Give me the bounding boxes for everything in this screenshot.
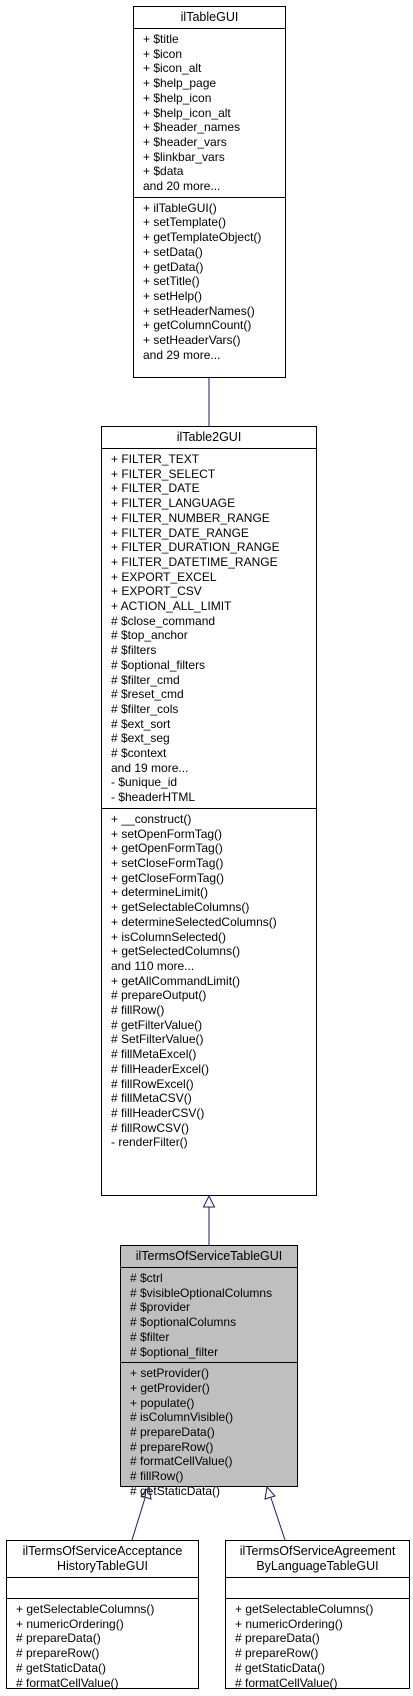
class-member: # fillHeaderExcel() <box>111 1061 210 1076</box>
class-member: + getData() <box>143 259 204 274</box>
class-member: + FILTER_DATETIME_RANGE <box>111 554 278 569</box>
class-member: # fillMetaCSV() <box>111 1091 192 1106</box>
operations-section <box>134 197 285 366</box>
class-member: # prepareOutput() <box>111 988 207 1003</box>
operations-section <box>7 1598 198 1693</box>
operations-section <box>121 1362 297 1501</box>
class-member: and 29 more... <box>143 347 221 362</box>
class-box-agreementbylanguagetablegui[interactable] <box>225 1540 410 1689</box>
edge-acceptance-to-tos <box>132 1498 145 1540</box>
class-member: + determineSelectedColumns() <box>111 914 277 929</box>
class-member: - renderFilter() <box>111 1135 188 1150</box>
class-member: + setCloseFormTag() <box>111 855 224 870</box>
class-member: # getStaticData() <box>235 1660 326 1675</box>
class-member: # $optionalColumns <box>130 1315 237 1330</box>
class-member: + $help_icon_alt <box>143 105 231 120</box>
class-name-line: ilTermsOfServiceAcceptance <box>22 1544 183 1558</box>
class-member: + ilTableGUI() <box>143 200 217 215</box>
attributes-section <box>7 1578 198 1598</box>
class-member: + setOpenFormTag() <box>111 826 223 841</box>
class-member: + FILTER_LANGUAGE <box>111 496 236 511</box>
attributes-section <box>134 29 285 197</box>
class-member: # $filter <box>130 1329 170 1344</box>
class-member: # $context <box>111 746 167 761</box>
class-member: # $ext_seg <box>111 731 170 746</box>
attributes-section <box>226 1578 409 1598</box>
class-member: + getCloseFormTag() <box>111 870 225 885</box>
class-member: + getTemplateObject() <box>143 230 262 245</box>
class-name: ilTableGUI <box>134 7 285 29</box>
class-member: + getColumnCount() <box>143 318 252 333</box>
class-member: # $ext_sort <box>111 716 171 731</box>
class-member: + getAllCommandLimit() <box>111 973 241 988</box>
class-member: + ACTION_ALL_LIMIT <box>111 599 232 614</box>
class-member: and 20 more... <box>143 179 221 194</box>
class-member: # fillRowCSV() <box>111 1120 190 1135</box>
class-member: # prepareRow() <box>235 1646 319 1661</box>
class-member: + populate() <box>130 1395 195 1410</box>
class-member: # $provider <box>130 1300 191 1315</box>
class-member: + $icon <box>143 46 183 61</box>
class-box-acceptancehistorytablegui[interactable] <box>6 1540 199 1689</box>
class-member: + EXPORT_CSV <box>111 584 202 599</box>
class-member: # fillRowExcel() <box>111 1076 194 1091</box>
class-member: + $help_page <box>143 76 217 91</box>
class-member: + FILTER_DATE_RANGE <box>111 525 249 540</box>
class-member: + determineLimit() <box>111 885 209 900</box>
class-member: # formatCellValue() <box>130 1454 233 1469</box>
class-member: # prepareData() <box>130 1425 215 1440</box>
class-member: # $ctrl <box>130 1271 163 1285</box>
class-member: + setHeaderVars() <box>143 333 241 348</box>
class-member: + FILTER_TEXT <box>111 452 200 466</box>
class-member: # prepareRow() <box>16 1646 100 1661</box>
class-box-iltablegui[interactable] <box>133 6 286 378</box>
class-member: # $top_anchor <box>111 628 188 643</box>
class-member: # getFilterValue() <box>111 1017 203 1032</box>
operations-section <box>102 808 316 1153</box>
class-member: and 19 more... <box>111 760 189 775</box>
class-member: + $header_vars <box>143 134 227 149</box>
class-member: + FILTER_DURATION_RANGE <box>111 540 280 555</box>
arrow-head <box>204 1196 215 1207</box>
class-member: + setData() <box>143 244 203 259</box>
class-member: - $unique_id <box>111 775 178 790</box>
class-box-iltable2gui[interactable] <box>101 426 317 1196</box>
operations-section <box>226 1598 409 1693</box>
class-name-line: ilTermsOfServiceAgreement <box>239 1544 396 1558</box>
class-member: + EXPORT_EXCEL <box>111 569 217 584</box>
class-member: + getSelectedColumns() <box>111 944 241 959</box>
attributes-section <box>121 1268 297 1362</box>
class-member: + $header_names <box>143 120 241 135</box>
class-member: # fillRow() <box>111 1003 165 1018</box>
class-member: + numericOrdering() <box>16 1616 124 1631</box>
class-member: + setProvider() <box>130 1366 210 1381</box>
class-member: # $optional_filter <box>130 1344 219 1359</box>
class-member: # $filters <box>111 643 157 658</box>
attributes-section <box>102 449 316 808</box>
class-member: + $title <box>143 32 179 46</box>
class-member: + getSelectableColumns() <box>235 1602 374 1616</box>
class-member: + getProvider() <box>130 1380 210 1395</box>
class-member: # SetFilterValue() <box>111 1032 204 1047</box>
class-member: + FILTER_NUMBER_RANGE <box>111 510 270 525</box>
class-member: # getStaticData() <box>16 1660 107 1675</box>
class-member: # fillMetaExcel() <box>111 1047 197 1062</box>
class-member: # fillRow() <box>130 1469 184 1484</box>
class-member: # $filter_cols <box>111 701 179 716</box>
class-member: # getStaticData() <box>130 1483 221 1498</box>
class-member: + FILTER_DATE <box>111 481 200 496</box>
class-member: + setTemplate() <box>143 215 227 230</box>
class-member: # formatCellValue() <box>235 1675 338 1690</box>
class-member: # prepareData() <box>235 1631 320 1646</box>
class-name-line: HistoryTableGUI <box>57 1559 148 1573</box>
class-member: # fillHeaderCSV() <box>111 1105 205 1120</box>
class-member: # $visibleOptionalColumns <box>130 1285 273 1300</box>
class-member: # prepareRow() <box>130 1439 214 1454</box>
class-member: + $linkbar_vars <box>143 149 225 164</box>
class-member: and 110 more... <box>111 958 195 973</box>
class-member: + getOpenFormTag() <box>111 841 223 856</box>
class-member: # $close_command <box>111 613 216 628</box>
class-name: ilTermsOfServiceTableGUI <box>121 1246 297 1268</box>
class-member: + setTitle() <box>143 274 200 289</box>
class-member: + setHelp() <box>143 288 203 303</box>
class-member: + getSelectableColumns() <box>111 900 250 915</box>
class-member: + getSelectableColumns() <box>16 1602 155 1616</box>
class-member: # $filter_cmd <box>111 672 180 687</box>
class-member: + $icon_alt <box>143 61 202 76</box>
class-name-line: ByLanguageTableGUI <box>256 1559 379 1573</box>
class-member: # $reset_cmd <box>111 687 184 702</box>
class-member: + $data <box>143 164 184 179</box>
class-member: + FILTER_SELECT <box>111 466 216 481</box>
class-member: + setHeaderNames() <box>143 303 255 318</box>
class-member: + __construct() <box>111 811 192 826</box>
class-member: + $help_icon <box>143 90 212 105</box>
class-member: + isColumnSelected() <box>111 929 227 944</box>
class-name: ilTable2GUI <box>102 427 316 449</box>
class-member: # isColumnVisible() <box>130 1410 234 1425</box>
class-name <box>7 1541 198 1578</box>
class-member: # $optional_filters <box>111 657 206 672</box>
edge-agreement-to-tos <box>271 1498 285 1540</box>
class-box-iltermsofservicetablegui[interactable] <box>120 1245 298 1498</box>
class-member: - $headerHTML <box>111 790 196 805</box>
class-member: # prepareData() <box>16 1631 101 1646</box>
class-member: + numericOrdering() <box>235 1616 343 1631</box>
class-name <box>226 1541 409 1578</box>
class-member: # formatCellValue() <box>16 1675 119 1690</box>
